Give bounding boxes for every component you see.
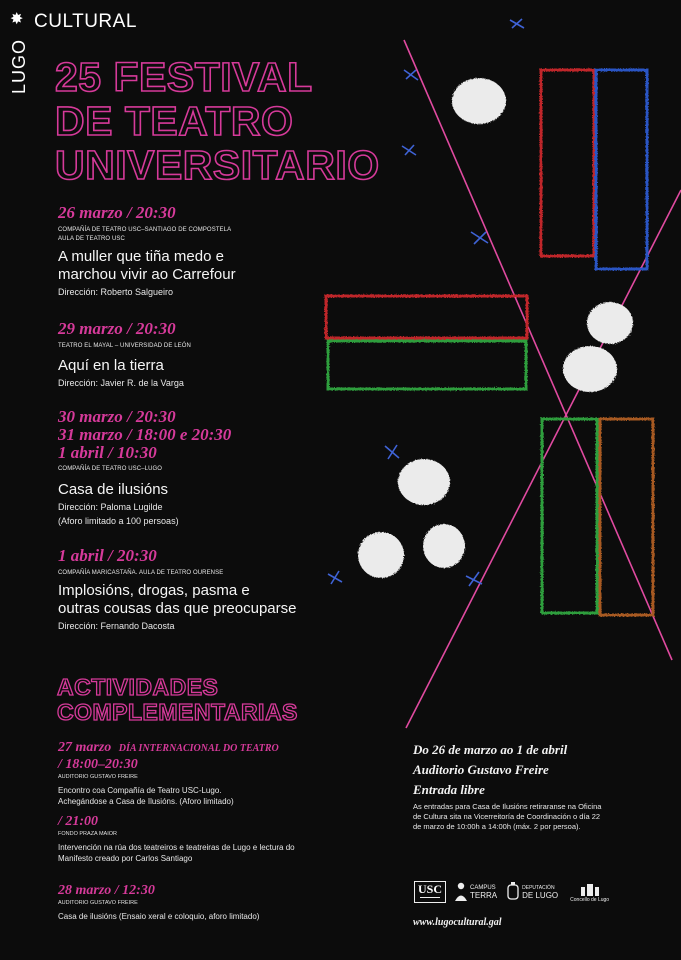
- blue-cross: [385, 445, 399, 459]
- activity-date: 27 marzo: [58, 740, 112, 755]
- blue-cross: [471, 232, 488, 244]
- program-direction: Dirección: Fernando Dacosta: [58, 621, 175, 631]
- program-direction: Dirección: Roberto Salgueiro: [58, 287, 174, 297]
- activity-description: Achegándose a Casa de Ilusións. (Aforo limitado): [58, 797, 234, 806]
- program-company: COMPAÑÍA DE TEATRO USC–LUGO: [58, 466, 163, 472]
- program-date: 1 abril / 10:30: [58, 443, 157, 462]
- white-blob: [563, 346, 617, 392]
- activity-date: 28 marzo / 12:30: [58, 883, 155, 898]
- program-note: (Aforo limitado a 100 persoas): [58, 516, 179, 526]
- activity-time: / 21:00: [58, 814, 99, 829]
- website-link[interactable]: www.lugocultural.gal: [413, 917, 502, 928]
- info-entry: Entrada libre: [413, 782, 485, 797]
- program-direction: Dirección: Javier R. de la Varga: [58, 378, 184, 388]
- program-play-title: Casa de ilusións: [58, 481, 169, 498]
- program-date: 30 marzo / 20:30: [58, 407, 176, 426]
- title-line: 25 FESTIVAL: [55, 54, 313, 100]
- program-play-title: A muller que tiña medo e: [58, 248, 224, 265]
- title-line: UNIVERSITARIO: [55, 142, 380, 188]
- red-rectangle: [541, 70, 594, 256]
- activities-title-line: ACTIVIDADES: [57, 674, 219, 700]
- program-play-title: Implosións, drogas, pasma e: [58, 582, 250, 599]
- blue-cross: [404, 70, 418, 80]
- program-company: COMPAÑÍA MARICASTAÑA. AULA DE TEATRO OURENSE: [58, 570, 224, 576]
- blue-rectangle: [596, 70, 647, 269]
- info-dates: Do 26 de marzo ao 1 de abril: [413, 742, 568, 757]
- blue-cross: [402, 145, 416, 155]
- campus-terra-text: CAMPUS: [470, 885, 496, 891]
- white-blob: [358, 532, 404, 578]
- program-company: TEATRO EL MAYAL – UNIVERSIDAD DE LEÓN: [58, 343, 191, 349]
- white-blob: [398, 459, 450, 505]
- activity-event: DÍA INTERNACIONAL DO TEATRO: [118, 743, 279, 754]
- program-play-title: marchou vivir ao Carrefour: [58, 266, 236, 283]
- info-note: de Cultura sita na Vicerreitoría de Coordinación o día 22: [413, 812, 601, 821]
- activity-description: Intervención na rúa dos teatreiros e teatreiras de Lugo e lectura do: [58, 843, 295, 852]
- info-note: As entradas para Casa de Ilusións retiraranse na Oficina: [413, 802, 602, 811]
- deputacion-text: DEPUTACIÓN: [522, 885, 555, 891]
- concello-text: Concello de Lugo: [570, 896, 610, 903]
- usc-logo-text: USC: [418, 882, 443, 896]
- activity-description: Encontro coa Compañía de Teatro USC-Lugo.: [58, 786, 222, 795]
- white-blob: [452, 78, 506, 124]
- info-note: de marzo de 10:00h a 14:00h (máx. 2 por persoa).: [413, 822, 581, 831]
- green-rectangle: [328, 341, 526, 389]
- campus-terra-text: TERRA: [470, 891, 498, 900]
- program-company: COMPAÑÍA DE TEATRO USC–SANTIAGO DE COMPOSTELA: [58, 227, 232, 233]
- info-venue: Auditorio Gustavo Freire: [413, 762, 549, 777]
- red-rectangle: [326, 296, 527, 338]
- green-rectangle: [542, 419, 597, 613]
- activity-venue: FONDO PRAZA MAIOR: [58, 831, 117, 837]
- white-blob: [423, 524, 465, 568]
- title-line: DE TEATRO: [55, 98, 294, 144]
- brown-rectangle: [600, 419, 653, 615]
- activity-description: Manifesto creado por Carlos Santiago: [58, 854, 193, 863]
- program-date: 26 marzo / 20:30: [58, 203, 176, 222]
- activity-time: / 18:00–20:30: [58, 757, 138, 772]
- brand-star-icon: ✸: [10, 11, 24, 28]
- white-blob: [587, 302, 633, 344]
- program-date: 1 abril / 20:30: [58, 546, 157, 565]
- activity-venue: AUDITORIO GUSTAVO FREIRE: [58, 774, 138, 780]
- activities-title-line: COMPLEMENTARIAS: [57, 699, 298, 725]
- deputacion-text: DE LUGO: [522, 891, 559, 900]
- program-date: 29 marzo / 20:30: [58, 319, 176, 338]
- blue-cross: [328, 571, 342, 584]
- activity-description: Casa de ilusións (Ensaio xeral e coloquio, aforo limitado): [58, 912, 260, 921]
- blue-cross: [510, 19, 524, 28]
- brand-cultural-text: CULTURAL: [34, 11, 137, 32]
- program-play-title: outras cousas das que preocuparse: [58, 600, 297, 617]
- program-direction: Dirección: Paloma Lugilde: [58, 502, 163, 512]
- brand-lugo-text: LUGO: [9, 38, 29, 94]
- activity-venue: AUDITORIO GUSTAVO FREIRE: [58, 900, 138, 906]
- program-play-title: Aquí en la tierra: [58, 357, 164, 374]
- program-date: 31 marzo / 18:00 e 20:30: [58, 425, 232, 444]
- program-company: AULA DE TEATRO USC: [58, 236, 125, 242]
